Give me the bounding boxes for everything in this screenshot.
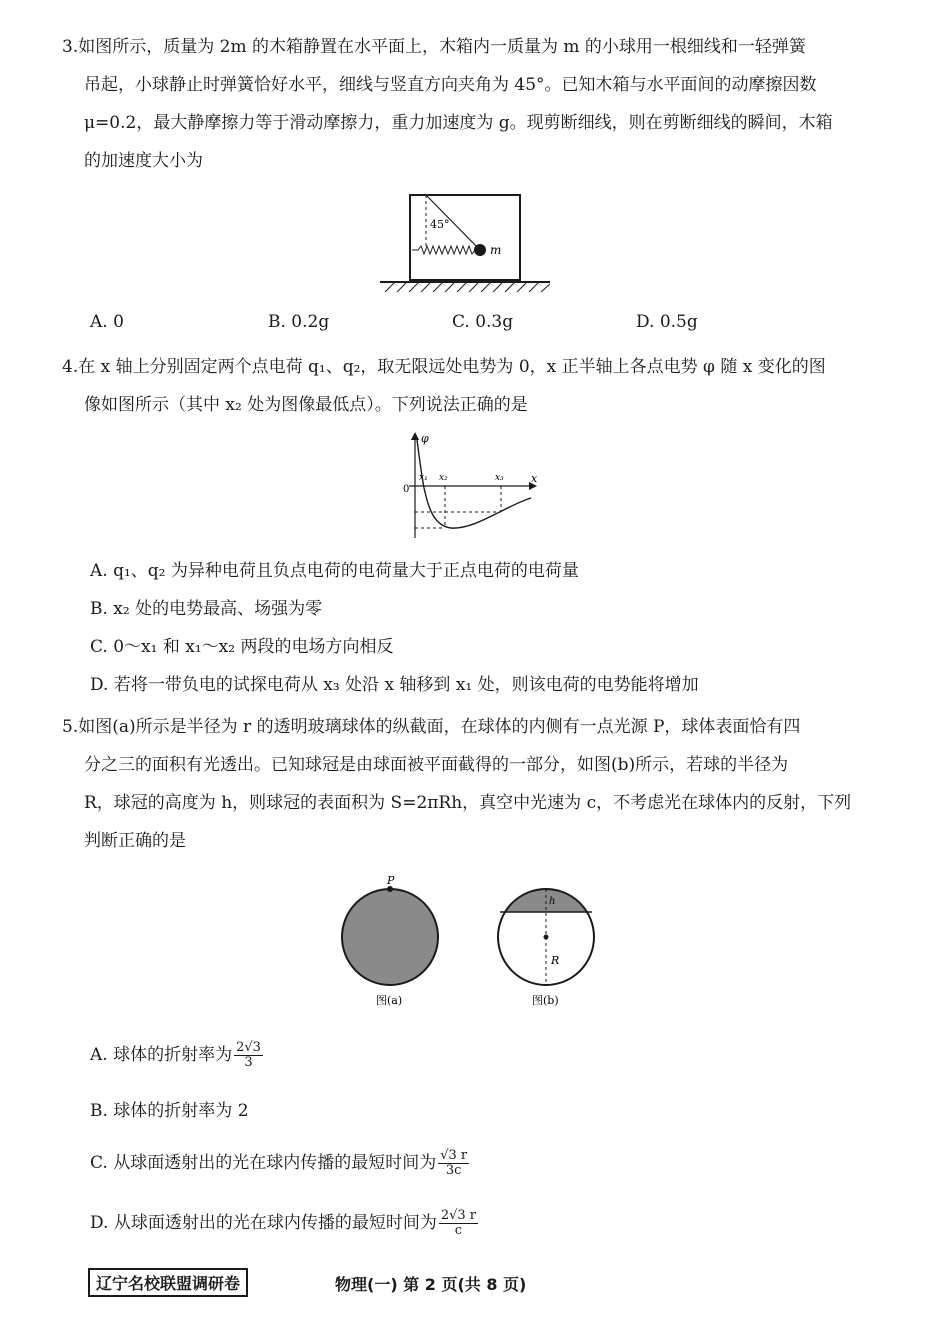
- q3-line-3: μ=0.2，最大静摩擦力等于滑动摩擦力，重力加速度为 g。现剪断细线，则在剪断细线的瞬间，木箱: [84, 113, 833, 133]
- center-dot: [544, 935, 549, 940]
- origin-label: 0: [403, 484, 410, 495]
- q5-line-3: R，球冠的高度为 h，则球冠的表面积为 S=2πRh，真空中光速为 c，不考虑光在球体内的反射，下列: [84, 793, 852, 813]
- q3-option-c[interactable]: C. 0.3g: [452, 312, 514, 332]
- q4-option-d[interactable]: D. 若将一带负电的试探电荷从 x₃ 处沿 x 轴移到 x₁ 处，则该电荷的电势能将增加: [90, 675, 699, 695]
- footer-exam-name: 辽宁名校联盟调研卷: [88, 1268, 248, 1297]
- r-label: R: [551, 954, 560, 967]
- question-5: [62, 708, 872, 860]
- q3-option-b[interactable]: B. 0.2g: [268, 312, 330, 332]
- q4-potential-graph: [395, 430, 545, 540]
- q5-option-d[interactable]: D. 从球面透射出的光在球内传播的最短时间为 $\frac{2√3 r}{c}$: [90, 1208, 477, 1238]
- spring: [412, 246, 475, 254]
- q5-d-fraction: $\frac{2√3 r}{c}$: [440, 1208, 477, 1238]
- q4-number: 4.: [62, 357, 79, 377]
- q4-option-b[interactable]: B. x₂ 处的电势最高、场强为零: [90, 599, 323, 619]
- q5-number: 5.: [62, 717, 79, 737]
- q3-option-d[interactable]: D. 0.5g: [636, 312, 698, 332]
- tick-x1: x₁: [419, 473, 428, 483]
- angle-label: 45°: [430, 218, 450, 231]
- y-axis-label: φ: [421, 432, 429, 445]
- figure-a-caption: 图(a): [376, 994, 403, 1007]
- q5-c-fraction: $\frac{√3 r}{3c}$: [440, 1148, 468, 1178]
- q5-option-a[interactable]: A. 球体的折射率为 $\frac{2√3}{3}$: [90, 1040, 261, 1070]
- q3-option-a[interactable]: A. 0: [90, 312, 124, 332]
- q3-line-2: 吊起，小球静止时弹簧恰好水平，细线与竖直方向夹角为 45°。已知木箱与水平面间的动摩擦因数: [84, 75, 817, 95]
- x-axis-label: x: [531, 472, 538, 485]
- h-label: h: [549, 896, 556, 907]
- tick-x3: x₃: [495, 473, 504, 483]
- q5-line-1: 5.如图(a)所示是半径为 r 的透明玻璃球体的纵截面，在球体的内侧有一点光源 P，球体表面恰有四: [62, 717, 801, 737]
- potential-curve: [417, 440, 531, 528]
- question-3: [62, 28, 872, 180]
- y-axis-arrow: [411, 432, 419, 440]
- figure-b-caption: 图(b): [532, 994, 559, 1007]
- q4-line-1: 4.在 x 轴上分别固定两个点电荷 q₁、q₂，取无限远处电势为 0，x 正半轴上各点电势 φ 随 x 变化的图: [62, 357, 826, 377]
- ground-hatch: [385, 282, 550, 292]
- ball: [474, 244, 486, 256]
- q5-a-fraction: $\frac{2√3}{3}$: [236, 1040, 261, 1070]
- point-p-label: P: [387, 874, 395, 887]
- q5-option-b[interactable]: B. 球体的折射率为 2: [90, 1101, 249, 1121]
- q3-box-figure: [380, 190, 550, 300]
- q3-line-1: 3.如图所示，质量为 2m 的木箱静置在水平面上，木箱内一质量为 m 的小球用一根细线和一轻弹簧: [62, 37, 806, 57]
- q5-option-c[interactable]: C. 从球面透射出的光在球内传播的最短时间为 $\frac{√3 r}{3c}$: [90, 1148, 468, 1178]
- q4-option-c[interactable]: C. 0～x₁ 和 x₁～x₂ 两段的电场方向相反: [90, 637, 394, 657]
- footer-page-info: 物理(一) 第 2 页(共 8 页): [335, 1275, 527, 1294]
- ball-label: m: [490, 243, 502, 257]
- q3-number: 3.: [62, 37, 79, 57]
- q3-line-4: 的加速度大小为: [84, 151, 203, 171]
- q4-line-2: 像如图所示（其中 x₂ 处为图像最低点）。下列说法正确的是: [84, 395, 528, 415]
- tick-x2: x₂: [439, 473, 448, 483]
- question-4: [62, 348, 872, 424]
- q5-line-4: 判断正确的是: [84, 831, 186, 851]
- sphere-a: [342, 889, 438, 985]
- q5-line-2: 分之三的面积有光透出。已知球冠是由球面被平面截得的一部分，如图(b)所示，若球的半径为: [84, 755, 789, 775]
- q5-sphere-figures: [340, 872, 630, 1012]
- q4-option-a[interactable]: A. q₁、q₂ 为异种电荷且负点电荷的电荷量大于正点电荷的电荷量: [90, 561, 579, 581]
